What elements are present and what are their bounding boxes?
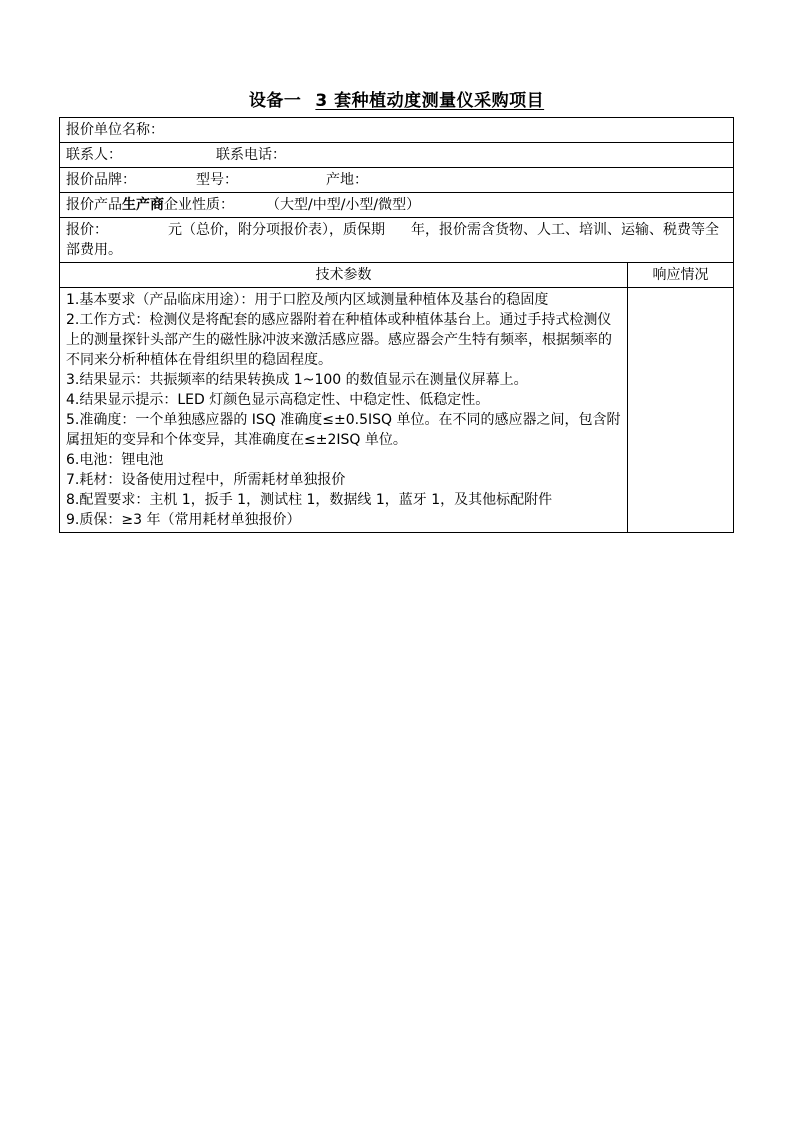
company-label: 报价单位名称： — [66, 122, 164, 138]
contact-label: 联系人： — [66, 147, 122, 163]
producer-cell[interactable] — [60, 193, 734, 218]
contact-row — [60, 143, 734, 168]
brand-label: 报价品牌： — [66, 172, 136, 188]
price-warranty-text: 年，报价需含货物、人工、培训、运输、税费等全部费用。 — [66, 222, 719, 258]
brand-row — [60, 168, 734, 193]
param-item: 8.配置要求：主机 1，扳手 1，测试柱 1，数据线 1，蓝牙 1，及其他标配附件 — [66, 492, 553, 508]
param-item: 3.结果显示：共振频率的结果转换成 1~100 的数值显示在测量仪屏幕上。 — [66, 372, 528, 388]
origin-label: 产地： — [326, 172, 368, 188]
param-item: 7.耗材：设备使用过程中，所需耗材单独报价 — [66, 472, 346, 488]
producer-bold: 生产商 — [122, 197, 164, 213]
response-cell[interactable] — [628, 288, 734, 533]
producer-options: （大型/中型/小型/微型） — [266, 197, 421, 213]
brand-cell[interactable] — [60, 168, 734, 193]
company-row — [60, 118, 734, 143]
price-total-text: 元（总价，附分项报价表），质保期 — [168, 222, 385, 238]
title-part-b: 3 套种植动度测量仪采购项目 — [315, 91, 545, 111]
table-header-row — [60, 263, 734, 288]
title-part-a: 设备一 — [248, 91, 302, 111]
producer-suffix: 企业性质： — [164, 197, 234, 213]
price-row — [60, 218, 734, 263]
producer-row — [60, 193, 734, 218]
header-response: 响应情况 — [628, 263, 734, 288]
quotation-table — [59, 117, 734, 533]
param-item: 4.结果显示提示：LED 灯颜色显示高稳定性、中稳定性、低稳定性。 — [66, 392, 490, 408]
document-title — [0, 86, 793, 111]
param-item: 6.电池：锂电池 — [66, 452, 164, 468]
param-item: 2.工作方式：检测仪是将配套的感应器附着在种植体或种植体基台上。通过手持式检测仪上的测量探针头部产生的磁性脉冲波来激活感应器。感应器会产生特有频率，根据频率的不同来分析种植体在骨组织里的稳固程度。 — [66, 312, 612, 368]
params-row — [60, 288, 734, 533]
param-item: 1.基本要求（产品临床用途）：用于口腔及颅内区域测量种植体及基台的稳固度 — [66, 292, 549, 308]
phone-label: 联系电话： — [216, 147, 286, 163]
header-params: 技术参数 — [60, 263, 628, 288]
param-item: 5.准确度：一个单独感应器的 ISQ 准确度≤±0.5ISQ 单位。在不同的感应器之间，包含附属扭矩的变异和个体变异，其准确度在≤±2ISQ 单位。 — [66, 412, 621, 448]
price-cell[interactable] — [60, 218, 734, 263]
params-cell — [60, 288, 628, 533]
company-cell[interactable] — [60, 118, 734, 143]
producer-prefix: 报价产品 — [66, 197, 122, 213]
contact-cell[interactable] — [60, 143, 734, 168]
param-item: 9.质保：≥3 年（常用耗材单独报价） — [66, 512, 301, 528]
price-label: 报价： — [66, 222, 108, 238]
model-label: 型号： — [196, 172, 238, 188]
